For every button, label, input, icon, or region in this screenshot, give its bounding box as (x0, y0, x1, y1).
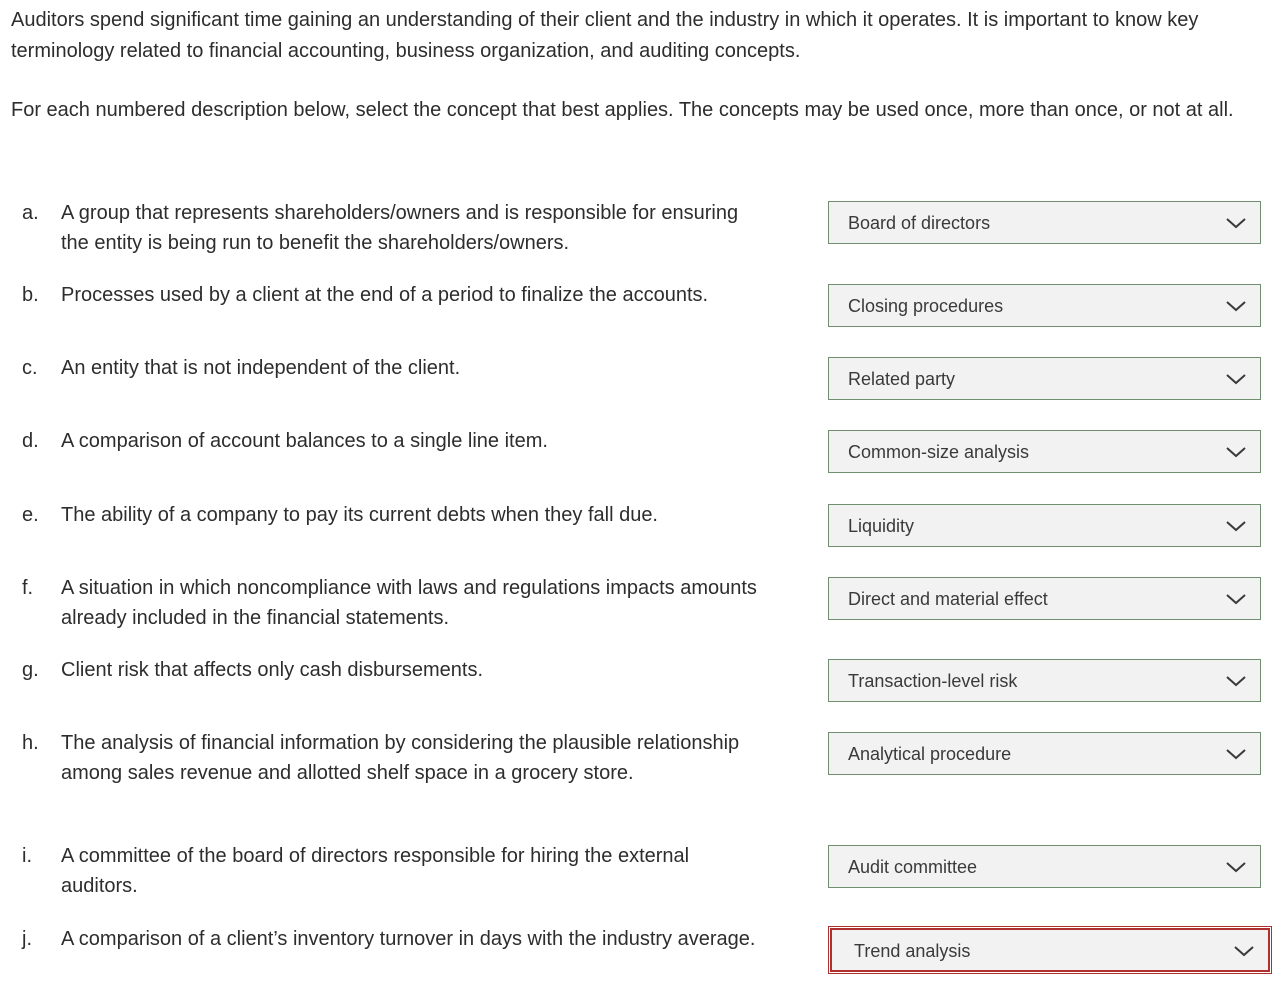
question-text: The analysis of financial information by considering the plausible relationship among sales revenue and allotted shelf space in a grocery store. (61, 732, 740, 784)
question-text: A group that represents shareholders/owners and is responsible for ensuring the entity is being run to benefit the shareholders/owners. (61, 202, 739, 254)
question-letter: j. (22, 928, 32, 950)
question-text: An entity that is not independent of the client. (61, 357, 461, 379)
answer-select-e[interactable] (828, 504, 1261, 547)
question-text: A comparison of account balances to a single line item. (61, 430, 548, 452)
question-letter: h. (22, 732, 39, 754)
answer-select-c[interactable] (828, 357, 1261, 400)
answer-select-i[interactable] (828, 845, 1261, 888)
answer-select-b[interactable] (828, 284, 1261, 327)
chevron-down-icon (1224, 746, 1248, 762)
selected-value: Liquidity (848, 516, 915, 536)
question-text: A situation in which noncompliance with laws and regulations impacts amounts already included in the financial statements. (61, 577, 757, 629)
answer-select-d[interactable] (828, 430, 1261, 473)
question-letter: e. (22, 504, 39, 526)
answer-select-g[interactable] (828, 659, 1261, 702)
selected-value: Transaction-level risk (848, 671, 1018, 691)
chevron-down-icon (1232, 943, 1256, 959)
selected-value: Common-size analysis (848, 442, 1030, 462)
selected-value: Board of directors (848, 213, 991, 233)
question-text: Client risk that affects only cash disbursements. (61, 659, 484, 681)
question-text: Processes used by a client at the end of a period to finalize the accounts. (61, 284, 709, 306)
chevron-down-icon (1224, 215, 1248, 231)
instructions-paragraph: For each numbered description below, select the concept that best applies. The concepts may be used once, more than once, or not at all. (11, 99, 1234, 121)
selected-value: Direct and material effect (848, 589, 1048, 609)
question-letter: a. (22, 202, 39, 224)
chevron-down-icon (1224, 298, 1248, 314)
chevron-down-icon (1224, 673, 1248, 689)
chevron-down-icon (1224, 518, 1248, 534)
selected-value: Closing procedures (848, 296, 1004, 316)
chevron-down-icon (1224, 444, 1248, 460)
question-letter: d. (22, 430, 39, 452)
selected-value: Analytical procedure (848, 744, 1012, 764)
question-letter: b. (22, 284, 39, 306)
selected-value: Audit committee (848, 857, 978, 877)
answer-select-f[interactable] (828, 577, 1261, 620)
question-text: The ability of a company to pay its current debts when they fall due. (61, 504, 658, 526)
answer-select-h[interactable] (828, 732, 1261, 775)
answer-select-j[interactable] (830, 928, 1270, 972)
chevron-down-icon (1224, 371, 1248, 387)
intro-paragraph: Auditors spend significant time gaining an understanding of their client and the industry in which it operates. It is important to know key terminology related to financial accounting, business organization, and auditing concepts. (11, 9, 1199, 62)
selected-value: Related party (848, 369, 956, 389)
question-letter: c. (22, 357, 38, 379)
chevron-down-icon (1224, 859, 1248, 875)
question-text: A comparison of a client’s inventory turnover in days with the industry average. (61, 928, 756, 950)
chevron-down-icon (1224, 591, 1248, 607)
question-letter: g. (22, 659, 39, 681)
answer-select-a[interactable] (828, 201, 1261, 244)
question-text: A committee of the board of directors responsible for hiring the external auditors. (61, 845, 690, 897)
selected-value: Trend analysis (854, 941, 971, 961)
question-letter: f. (22, 577, 34, 599)
question-letter: i. (22, 845, 32, 867)
